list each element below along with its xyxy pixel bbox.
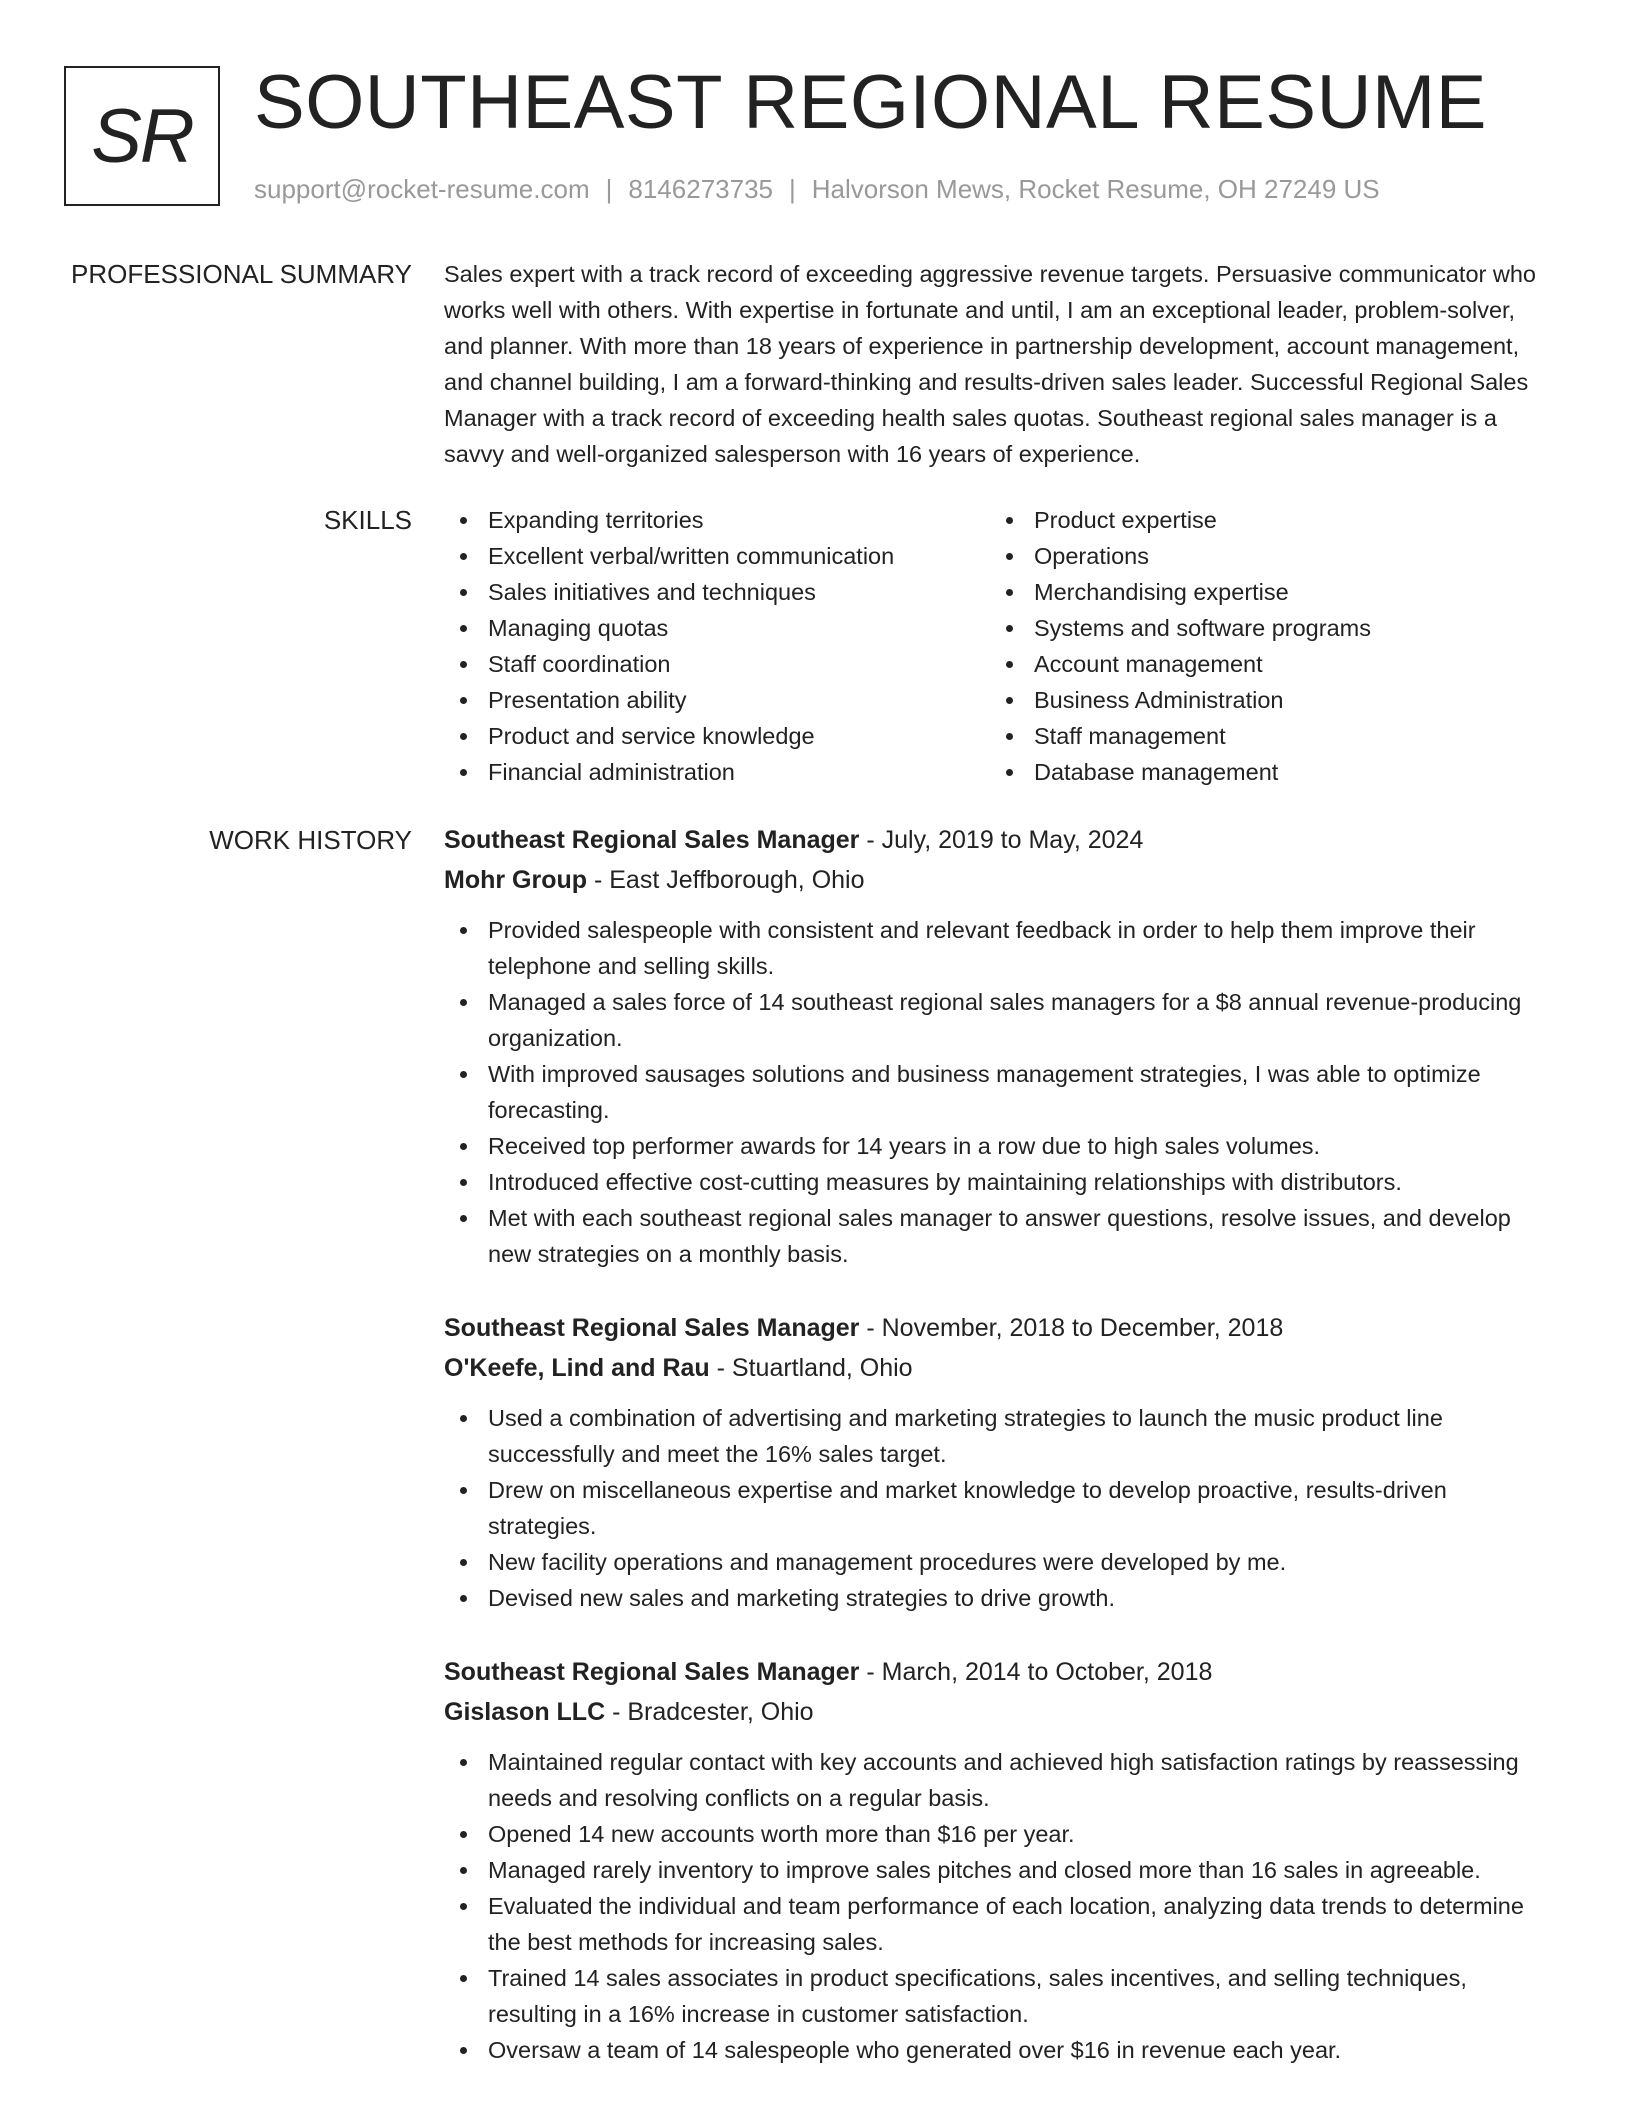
job-bullet: Maintained regular contact with key accounts and achieved high satisfaction ratings by reassessing needs and resolving conflicts on a regular basis. [444,1744,1559,1816]
skill-item: Staff management [990,718,1536,754]
job-bullet: With improved sausages solutions and business management strategies, I was able to optimize forecasting. [444,1056,1559,1128]
job-entry [444,1308,1559,1616]
skills-label: SKILLS [323,505,412,535]
skill-item: Operations [990,538,1536,574]
job-company-line [444,1348,1559,1388]
skill-item: Product expertise [990,502,1536,538]
job-bullets [444,1400,1559,1616]
job-location: - Stuartland, Ohio [709,1354,913,1382]
skill-item: Sales initiatives and techniques [444,574,990,610]
job-location: - East Jeffborough, Ohio [587,866,865,894]
job-bullet: Drew on miscellaneous expertise and market knowledge to develop proactive, results-driven strategies. [444,1472,1559,1544]
job-bullet: Trained 14 sales associates in product specifications, sales incentives, and selling techniques, resulting in a 16% increase in customer satisfaction. [444,1960,1559,2032]
job-company: Mohr Group [444,866,588,894]
contact-separator: | [605,174,613,204]
job-bullet: Devised new sales and marketing strategies to drive growth. [444,1580,1559,1616]
skill-item: Staff coordination [444,646,990,682]
resume-title: SOUTHEAST REGIONAL RESUME [254,60,1487,145]
monogram-logo [64,66,220,206]
job-bullet: Oversaw a team of 14 salespeople who generated over $16 in revenue each year. [444,2032,1559,2068]
contact-separator: | [789,174,796,204]
job-company: Gislason LLC [444,1698,606,1726]
skills-right-list [990,502,1536,790]
job-bullet: Met with each southeast regional sales manager to answer questions, resolve issues, and develop new strategies on a monthly basis. [444,1200,1559,1272]
job-entry [444,820,1559,1272]
job-title: Southeast Regional Sales Manager [444,1658,860,1686]
work-history-label: WORK HISTORY [209,825,412,855]
skill-item: Financial administration [444,754,990,790]
skill-item: Excellent verbal/written communication [444,538,990,574]
work-history-body [444,820,1559,2104]
job-title: Southeast Regional Sales Manager [444,1314,860,1342]
job-location: - Bradcester, Ohio [605,1698,814,1726]
skill-item: Business Administration [990,682,1536,718]
job-dates: - July, 2019 to May, 2024 [859,826,1144,854]
skill-item: Database management [990,754,1536,790]
skill-item: Systems and software programs [990,610,1536,646]
job-title-line [444,1308,1559,1348]
skills-body [444,502,1559,790]
skill-item: Product and service knowledge [444,718,990,754]
job-company: O'Keefe, Lind and Rau [444,1354,710,1382]
job-bullet: Received top performer awards for 14 years in a row due to high sales volumes. [444,1128,1559,1164]
job-bullet: Managed rarely inventory to improve sales pitches and closed more than 16 sales in agreeable. [444,1852,1559,1888]
contact-address: Halvorson Mews, Rocket Resume, OH 27249 US [811,174,1380,204]
contact-phone: 8146273735 [628,174,773,204]
job-bullet: Evaluated the individual and team performance of each location, analyzing data trends to determine the best methods for increasing sales. [444,1888,1559,1960]
skills-grid [444,502,1559,790]
monogram-text: SR [91,93,193,179]
job-bullet: Opened 14 new accounts worth more than $16 per year. [444,1816,1559,1852]
skill-item: Merchandising expertise [990,574,1536,610]
skill-item: Account management [990,646,1536,682]
contact-line [254,174,1380,204]
job-bullet: New facility operations and management procedures were developed by me. [444,1544,1559,1580]
summary-label: PROFESSIONAL SUMMARY [71,259,412,289]
job-bullet: Provided salespeople with consistent and relevant feedback in order to help them improve their telephone and selling skills. [444,912,1559,984]
summary-body [444,256,1559,472]
job-company-line [444,860,1559,900]
job-company-line [444,1692,1559,1732]
job-bullet: Introduced effective cost-cutting measures by maintaining relationships with distributors. [444,1164,1559,1200]
job-bullet: Used a combination of advertising and marketing strategies to launch the music product line successfully and meet the 16% sales target. [444,1400,1559,1472]
job-bullets [444,912,1559,1272]
job-bullet: Managed a sales force of 14 southeast regional sales managers for a $8 annual revenue-producing organization. [444,984,1559,1056]
skills-left-list [444,502,990,790]
job-dates: - March, 2014 to October, 2018 [859,1658,1213,1686]
job-title-line [444,1652,1559,1692]
contact-email: support@rocket-resume.com [254,174,590,204]
summary-text: Sales expert with a track record of exceeding aggressive revenue targets. Persuasive communicator who works well with others. With expertise in fortunate and until, I am an exceptional leader, problem-solver, and planner. With more than 18 years of experience in partnership development, account management, and channel building, I am a forward-thinking and results-driven sales leader. Successful Regional Sales Manager with a track record of exceeding health sales quotas. Southeast regional sales manager is a savvy and well-organized salesperson with 16 years of experience. [444,261,1536,467]
job-dates: - November, 2018 to December, 2018 [859,1314,1284,1342]
job-entry [444,1652,1559,2068]
skill-item: Managing quotas [444,610,990,646]
job-title: Southeast Regional Sales Manager [444,826,860,854]
job-title-line [444,820,1559,860]
skill-item: Expanding territories [444,502,990,538]
skill-item: Presentation ability [444,682,990,718]
job-bullets [444,1744,1559,2068]
